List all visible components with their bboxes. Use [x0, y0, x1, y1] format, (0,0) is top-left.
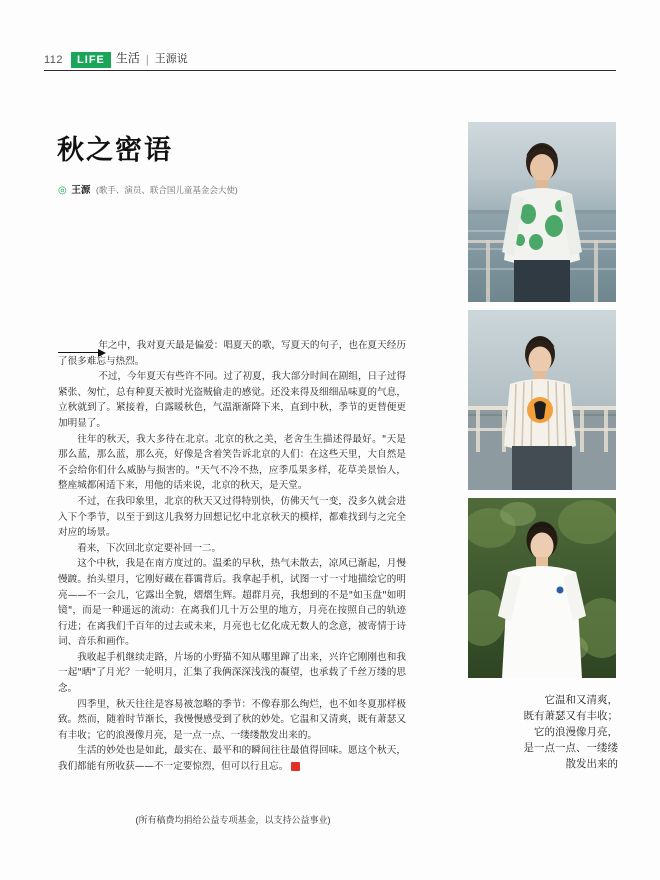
column-name: 王源说 — [154, 53, 188, 65]
paragraph: 不过，今年夏天有些许不同。过了初夏，我大部分时间在剧组，日子过得紧张、匆忙，总有种夏天被时光盗贼偷走的感觉。还没来得及细细品味夏的气息，立秋就到了。紧接着，白露暖秋色，气温渐渐降下来，直到中秋，季节的更替便更加明显了。 — [58, 371, 406, 429]
photo-portrait-striped-shirt — [468, 310, 616, 490]
header-separator: | — [145, 54, 149, 66]
photo-portrait-white-tee — [468, 498, 616, 678]
photo-portrait-green-sweater — [468, 122, 616, 302]
article-title: 秋之密语 — [57, 135, 173, 166]
byline-marker-icon: ◎ — [58, 185, 67, 196]
section-label-cn: 生活 — [115, 51, 140, 65]
pull-quote — [468, 692, 618, 810]
end-mark-badge: G — [291, 762, 300, 771]
paragraph: 年之中，我对夏天最是偏爱：唱夏天的歌，写夏天的句子，也在夏天经历了很多难忘与热烈。 — [58, 340, 406, 367]
pull-quote-line: 它温和又清爽， — [544, 694, 618, 706]
paragraph: 我收起手机继续走路，片场的小野猫不知从哪里蹿了出来，兴许它刚刚也和我一起"晒"了月光？一轮明月，汇集了我俩深深浅浅的凝望，也承载了千丝万缕的思念。 — [58, 651, 406, 695]
paragraph-last — [58, 743, 406, 774]
pull-quote-line: 既有萧瑟又有丰收； — [523, 710, 618, 722]
paragraph: 不过，在我印象里，北京的秋天又过得特别快，仿佛天气一变，没多久就会进入下个季节，以至于到这儿我努力回想记忆中北京秋天的模样，都难找到与之完全对应的场景。 — [58, 495, 406, 539]
byline-role: (歌手、演员、联合国儿童基金会大使) — [96, 185, 238, 195]
pull-quote-line: 它的浪漫像月亮， — [534, 726, 618, 738]
photo-1-graphic — [468, 122, 616, 302]
paragraph-text: 生活的妙处也是如此，最实在、最平和的瞬间往往最值得回味。愿这个秋天，我们都能有所收获——不一定要惊烈，但可以行且忘。 — [58, 745, 406, 773]
pull-quote-line: 是一点一点、一缕缕 — [523, 742, 618, 754]
paragraph: 这个中秋，我是在南方度过的。温柔的早秋，热气未散去，凉风已渐起，月慢慢踱。抬头望月，它刚好藏在暮霭背后。我拿起手机，试图一寸一寸地描绘它的明亮——不一会儿，它露出全貌，熠熠生辉。超群月亮，我想到的不是"如玉盘"如明镜"，而是一种遥远的流动：在离我们几十万公里的地方，月亮在按照自己的轨迹行进；在离我们千百年的过去或未来，月亮也七亿化成无数人的念意，被寄情于诗词、音乐和画作。 — [58, 558, 406, 648]
page-header — [44, 42, 616, 68]
photo-2-graphic — [468, 310, 616, 490]
paragraph: 看来，下次回北京定要补回一二。 — [77, 542, 222, 554]
byline-author: 王源 — [71, 185, 91, 196]
paragraph: 往年的秋天，我大多待在北京。北京的秋之美，老舍生生描述得最好。"天是那么蓝，那么蓝，那么亮，好像是含着笑告诉北京的人们：在这些天里，大自然是不会给你们什么威胁与损害的。"天气不冷不热，应季瓜果多样，花草美景怡人，整座城都闲适下来，用他的话来说，北京的秋天，是天堂。 — [58, 433, 406, 492]
section-badge-life: LIFE — [71, 52, 111, 68]
pull-quote-line: 散发出来的 — [565, 758, 618, 770]
article-footnote: (所有稿费均捐给公益专项基金，以支持公益事业) — [135, 815, 331, 825]
header-divider — [44, 70, 616, 71]
paragraph: 四季里，秋天往往是容易被忽略的季节：不像春那么绚烂，也不如冬夏那样极致。然而，随着时节渐长，我慢慢感受到了秋的妙处。它温和又清爽，既有萧瑟又有丰收；它的浪漫像月亮，是一点一点、一缕缕散发出来的。 — [58, 698, 406, 741]
article-byline — [58, 182, 238, 196]
folio-number: 112 — [44, 54, 64, 66]
photo-3-graphic — [468, 498, 616, 678]
article-body — [58, 338, 406, 775]
